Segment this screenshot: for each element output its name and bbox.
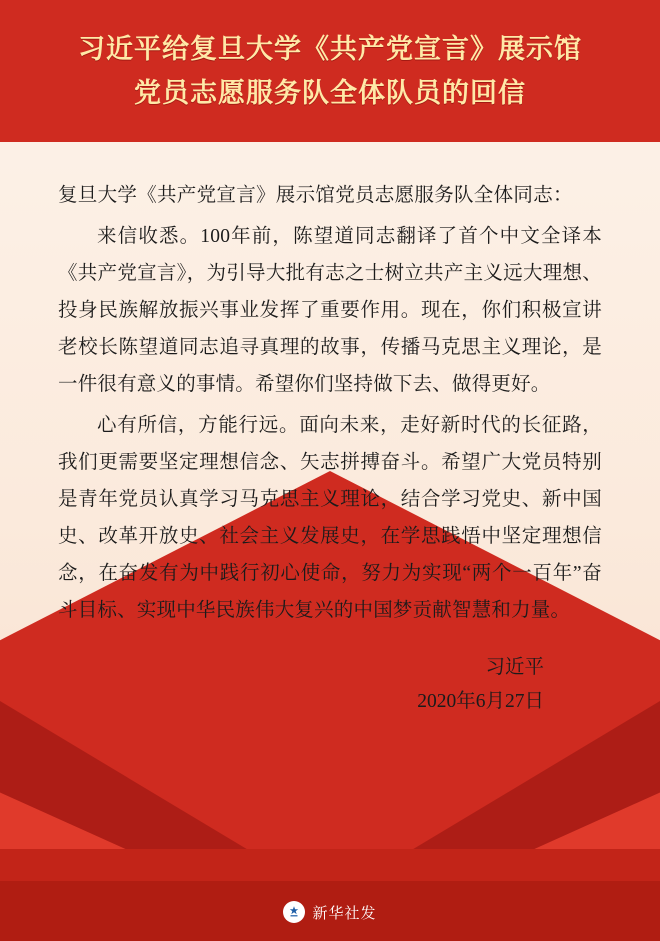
footer-credit-text: 新华社发 (312, 905, 377, 922)
letter-paragraph-2: 心有所信，方能行远。面向未来，走好新时代的长征路，我们更需要坚定理想信念、矢志拼搏奋斗。希望广大党员特别是青年党员认真学习马克思主义理论，结合学习党史、新中国史、改革开放史、社会主义发展史，在学思践悟中坚定理想信念，在奋发有为中践行初心使命，努力为实现“两个一百年”奋斗目标、实现中华民族伟大复兴的中国梦贡献智慧和力量。 (58, 415, 602, 621)
letter-paragraph-1: 来信收悉。100年前，陈望道同志翻译了首个中文全译本《共产党宣言》，为引导大批有志之士树立共产主义远大理想、投身民族解放振兴事业发挥了重要作用。现在，你们积极宣讲老校长陈望道同志追寻真理的故事，传播马克思主义理论，是一件很有意义的事情。希望你们坚持做下去、做得更好。 (58, 226, 602, 395)
signature-date: 2020年6月27日 (417, 691, 544, 712)
page-title-line-1: 习近平给复旦大学《共产党宣言》展示馆 (78, 34, 582, 64)
poster-header (0, 0, 660, 142)
letter-body (14, 142, 646, 749)
letter-salutation: 复旦大学《共产党宣言》展示馆党员志愿服务队全体同志： (58, 185, 573, 206)
signature-name: 习近平 (485, 657, 544, 678)
page-title-line-2: 党员志愿服务队全体队员的回信 (134, 78, 526, 108)
letter-signature (58, 651, 602, 719)
poster-title-block (52, 27, 608, 115)
xinhua-badge-icon (283, 901, 305, 923)
footer-credit (0, 901, 660, 923)
